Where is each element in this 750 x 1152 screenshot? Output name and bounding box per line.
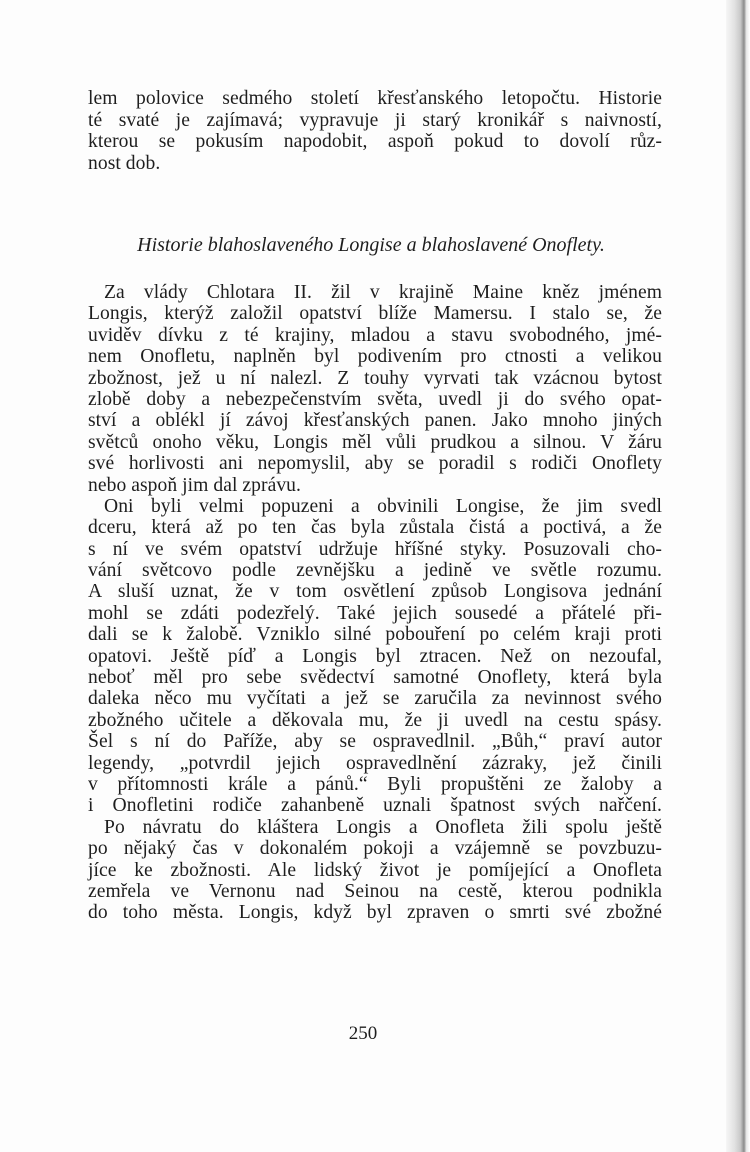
- text-line: Šel s ní do Paříže, aby se ospravedlnil. „Bůh,“ praví autor: [88, 731, 662, 753]
- text-line: zemřela ve Vernonu nad Seinou na cestě, kterou podnikla: [88, 880, 662, 902]
- text-line: nem Onofletu, naplněn byl podivením pro ctnosti a velikou: [88, 346, 662, 368]
- text-line: své horlivosti ani nepomyslil, aby se poradil s rodiči Onoflety: [88, 453, 662, 475]
- book-binding-edge: [726, 0, 750, 1152]
- text-line: ství a oblékl jí závoj křesťanských panen. Jako mnoho jiných: [88, 410, 662, 432]
- text-line: zbožného učitele a děkovala mu, že ji uvedl na cestu spásy.: [88, 709, 662, 731]
- page-number: [0, 1022, 750, 1046]
- text-line: nost dob.: [88, 153, 161, 175]
- text-line: vání světcovo podle zevnějšku a jedině ve světle rozumu.: [88, 560, 662, 582]
- section-heading-text: Historie blahoslaveného Longise a blahoslavené Onoflety.: [137, 234, 605, 256]
- page-number-text: 250: [348, 1023, 378, 1044]
- text-line: v přítomnosti krále a pánů.“ Byli propuštěni ze žaloby a: [88, 773, 662, 795]
- text-line: lem polovice sedmého století křesťanského letopočtu. Historie: [88, 88, 662, 109]
- text-line: dali se k žalobě. Vzniklo silné pobouření po celém kraji proti: [88, 624, 662, 646]
- text-line: Longis, kterýž založil opatství blíže Mamersu. I stalo se, že: [88, 303, 662, 325]
- text-line: i Onofletini rodiče zahanbeně uznali špatnost svých nařčení.: [88, 795, 662, 817]
- text-line: Po návratu do kláštera Longis a Onofleta žili spolu ještě: [104, 816, 662, 838]
- text-line: uviděv dívku z té krajiny, mladou a stavu svobodného, jmé-: [88, 324, 662, 346]
- text-line: kterou se pokusím napodobit, aspoň pokud to dovolí růz-: [88, 131, 662, 153]
- body-text: [88, 282, 662, 924]
- text-line: dceru, která až po ten čas byla zůstala čistá a poctivá, a že: [88, 517, 662, 539]
- text-line: Za vlády Chlotara II. žil v krajině Maine kněz jménem: [104, 282, 662, 303]
- text-line: daleka něco mu vyčítati a jež se zaručila za nevinnost svého: [88, 688, 662, 710]
- text-line: neboť měl pro sebe svědectví samotné Onoflety, která byla: [88, 667, 662, 689]
- section-heading: [0, 232, 750, 258]
- text-line: A sluší uznat, že v tom osvětlení způsob Longisova jednání: [88, 581, 662, 603]
- text-line: zbožnost, jež u ní nalezl. Z touhy vyrvati tak vzácnou bytost: [88, 367, 662, 389]
- text-line: mohl se zdáti podezřelý. Také jejich sousedé a přátelé při-: [88, 602, 662, 624]
- text-line: té svaté je zajímavá; vypravuje ji starý kronikář s naivností,: [88, 109, 662, 131]
- intro-paragraph: [88, 88, 662, 175]
- text-line: jíce ke zbožnosti. Ale lidský život je pomíjející a Onofleta: [88, 859, 662, 881]
- text-line: s ní ve svém opatství udržuje hříšné styky. Posuzovali cho-: [88, 538, 662, 560]
- text-line: do toho města. Longis, když byl zpraven o smrti své zbožné: [88, 902, 662, 924]
- text-line: legendy, „potvrdil jejich ospravedlnění zázraky, jež činili: [88, 752, 662, 774]
- text-line: Oni byli velmi popuzeni a obvinili Longise, že jim svedl: [104, 495, 662, 517]
- text-line: opatovi. Ještě píď a Longis byl ztracen. Než on nezoufal,: [88, 645, 662, 667]
- text-line: nebo aspoň jim dal zprávu.: [88, 474, 301, 496]
- text-line: po nějaký čas v dokonalém pokoji a vzájemně se povzbuzu-: [88, 838, 662, 860]
- text-line: světců onoho věku, Longis měl vůli prudkou a silnou. V žáru: [88, 431, 662, 453]
- text-line: zlobě doby a nebezpečenstvím světa, uvedl ji do svého opat-: [88, 388, 662, 410]
